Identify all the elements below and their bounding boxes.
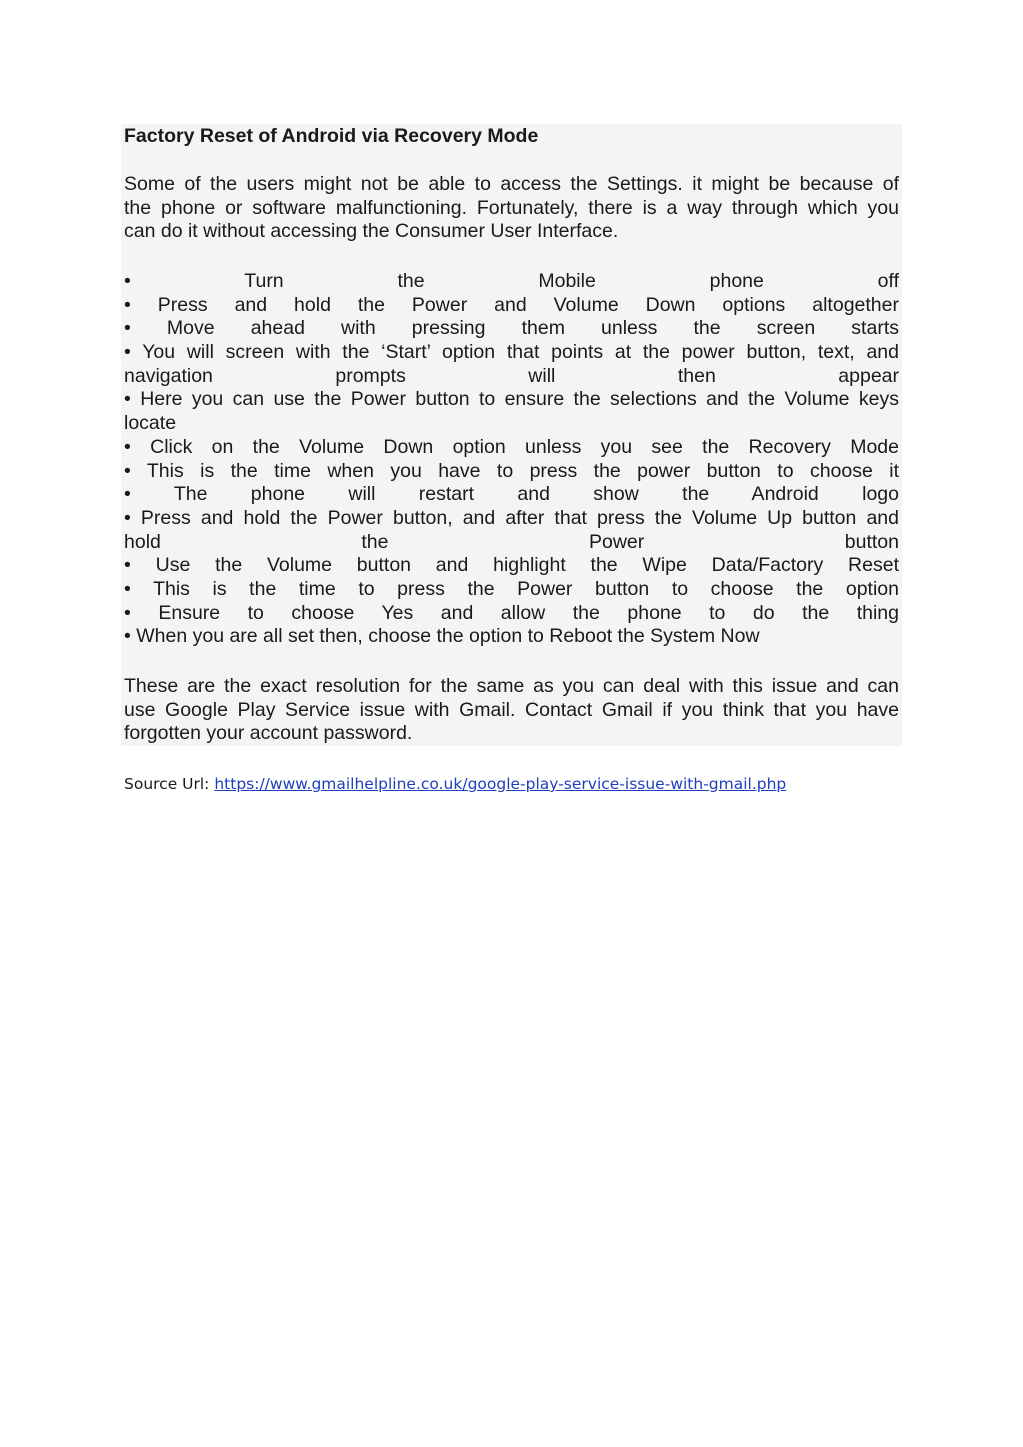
steps-list (124, 270, 899, 649)
outro-line: forgotten your account password. (124, 722, 413, 745)
step-line: • This is the time to press the Power button to choose the option (124, 577, 899, 600)
outro-line: use Google Play Service issue with Gmail. Contact Gmail if you think that you have (124, 698, 899, 721)
intro-line: Some of the users might not be able to access the Settings. it might be because of (124, 173, 899, 195)
intro-line: can do it without accessing the Consumer User Interface. (124, 220, 619, 243)
step-line: • You will screen with the ‘Start’ option that points at the power button, text, and (124, 341, 899, 364)
step-line: hold the Power button (124, 530, 899, 553)
step-line: • Ensure to choose Yes and allow the phone to do the thing (124, 601, 899, 624)
outro-paragraph (124, 675, 899, 746)
intro-line: the phone or software malfunctioning. Fortunately, there is a way through which you (124, 196, 899, 219)
source-label: Source Url: (124, 775, 215, 793)
step-line: • Here you can use the Power button to ensure the selections and the Volume keys (124, 388, 899, 411)
step-line: • This is the time when you have to press the power button to choose it (124, 459, 899, 482)
source-link[interactable]: https://www.gmailhelpline.co.uk/google-play-service-issue-with-gmail.php (214, 775, 787, 793)
step-line: • When you are all set then, choose the option to Reboot the System Now (124, 625, 760, 648)
step-line: locate (124, 412, 177, 435)
intro-paragraph (124, 173, 899, 244)
outro-line: These are the exact resolution for the same as you can deal with this issue and can (124, 675, 899, 697)
step-line: • Turn the Mobile phone off (124, 270, 899, 292)
step-line: • Use the Volume button and highlight the Wipe Data/Factory Reset (124, 554, 899, 577)
step-line: navigation prompts will then appear (124, 364, 899, 387)
step-line: • Press and hold the Power button, and after that press the Volume Up button and (124, 506, 899, 529)
source-line (124, 773, 786, 795)
document-title: Factory Reset of Android via Recovery Mode (124, 125, 539, 147)
step-line: • The phone will restart and show the Android logo (124, 483, 899, 506)
step-line: • Click on the Volume Down option unless you see the Recovery Mode (124, 435, 899, 458)
step-line: • Move ahead with pressing them unless the screen starts (124, 317, 899, 340)
step-line: • Press and hold the Power and Volume Down options altogether (124, 293, 899, 316)
